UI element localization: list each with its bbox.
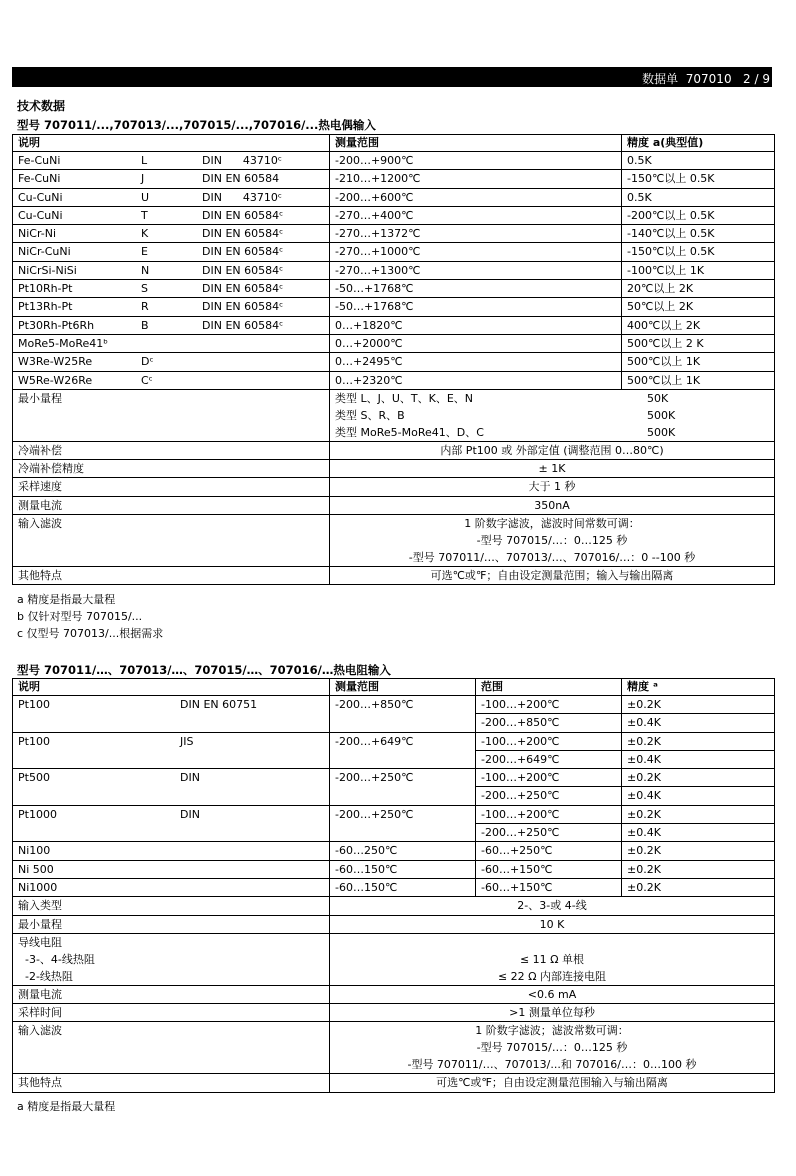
tc-other-value: 可选℃或℉；自由设定测量范围；输入与输出隔离 <box>330 567 775 585</box>
tc-filter-label: 输入滤波 <box>13 515 330 567</box>
tc-row <box>13 170 775 188</box>
tc-desc-cell <box>13 280 330 298</box>
tc-current-row <box>13 496 775 514</box>
tc-type-letter: T <box>141 208 148 222</box>
rtd-subrange-cell: -100…+200℃ <box>476 805 622 823</box>
rtd-acc-cell: ±0.4K <box>622 714 775 732</box>
tc-acc-cell: -140℃以上 0.5K <box>622 225 775 243</box>
tc-acc-cell: 0.5K <box>622 188 775 206</box>
tc-cjc-value: 内部 Pt100 或 外部定值 (调整范围 0…80℃) <box>330 441 775 459</box>
tc-standard: DIN 43710ᶜ <box>202 154 282 167</box>
rtd-acc-cell: ±0.4K <box>622 750 775 768</box>
rtd-acc-cell: ±0.4K <box>622 824 775 842</box>
rtd-filter-line: 1 阶数字滤波；滤波常数可调： <box>475 1024 629 1038</box>
rtd-lead-label-line: -2-线热阻 <box>18 969 73 983</box>
tc-note-line: c 仅型号 707013/...根据需求 <box>17 627 164 640</box>
tc-sensor-name: Pt30Rh-Pt6Rh <box>18 318 95 332</box>
tc-sensor-name: Pt10Rh-Pt <box>18 282 73 296</box>
rtd-sample-time-row <box>13 1004 775 1022</box>
tc-standard: DIN EN 60584ᶜ <box>202 263 284 277</box>
rtd-range-cell: -60…150℃ <box>330 878 476 896</box>
tc-type-letter: K <box>141 227 149 241</box>
tc-sensor-name: Fe-CuNi <box>18 154 61 167</box>
tc-table <box>12 134 775 585</box>
rtd-other-label: 其他特点 <box>13 1074 330 1092</box>
rtd-lead-row <box>13 933 775 985</box>
rtd-input-type-label: 输入类型 <box>13 897 330 915</box>
rtd-sensor-name: Ni1000 <box>13 878 330 896</box>
rtd-filter-line: -型号 707015/…：0…125 秒 <box>476 1041 628 1055</box>
tc-min-span-label: 最小量程 <box>13 389 330 441</box>
tc-min-span-value: 50K <box>647 391 669 405</box>
tc-standard: DIN EN 60584ᶜ <box>202 318 284 332</box>
tc-row <box>13 152 775 170</box>
tc-filter-row <box>13 515 775 567</box>
tc-desc-cell <box>13 371 330 389</box>
tc-row <box>13 280 775 298</box>
tc-type-letter: B <box>141 318 149 332</box>
tc-type-letter: E <box>141 245 148 259</box>
rtd-desc-cell <box>13 732 330 769</box>
rtd-sensor-name: Ni100 <box>13 842 330 860</box>
rtd-lead-label <box>13 933 330 985</box>
rtd-lead-value-line: ≤ 22 Ω 内部连接电阻 <box>497 969 607 983</box>
tc-type-letter: N <box>141 263 150 277</box>
tc-type-letter: Cᶜ <box>141 373 153 387</box>
tc-range-cell: -270…+1300℃ <box>330 261 622 279</box>
tc-desc-cell <box>13 225 330 243</box>
tc-acc-cell: 500℃以上 2 K <box>622 334 775 352</box>
rtd-sample-time-label: 采样时间 <box>13 1004 330 1022</box>
tc-notes <box>17 591 163 642</box>
rtd-subrange-cell: -200…+649℃ <box>476 750 622 768</box>
header-bar <box>12 67 772 87</box>
rtd-table <box>12 678 775 1093</box>
rtd-header-range: 测量范围 <box>330 679 476 696</box>
tc-sensor-name: NiCr-Ni <box>18 227 57 241</box>
tc-row <box>13 206 775 224</box>
rtd-subrange-cell: -60…+150℃ <box>476 878 622 896</box>
rtd-sensor-name: Ni 500 <box>13 860 330 878</box>
tc-standard: DIN EN 60584ᶜ <box>202 282 284 296</box>
tc-row <box>13 188 775 206</box>
rtd-lead-values <box>330 933 775 985</box>
tc-sensor-name: Cu-CuNi <box>18 208 63 222</box>
rtd-row <box>13 860 775 878</box>
tc-row <box>13 316 775 334</box>
tc-current-label: 测量电流 <box>13 496 330 514</box>
tc-sample-rate-value: 大于 1 秒 <box>330 478 775 496</box>
tc-filter-line: -型号 707015/…：0…125 秒 <box>476 534 628 548</box>
tc-standard: DIN EN 60584ᶜ <box>202 227 284 241</box>
tc-sensor-name: Fe-CuNi <box>18 172 61 186</box>
rtd-lead-label-line: 导线电阻 <box>18 935 62 949</box>
rtd-range-cell: -60…250℃ <box>330 842 476 860</box>
rtd-desc-cell <box>13 805 330 842</box>
rtd-acc-cell: ±0.2K <box>622 878 775 896</box>
rtd-lead-value-line: ≤ 11 Ω 单根 <box>519 952 585 966</box>
tc-range-cell: -210…+1200℃ <box>330 170 622 188</box>
tc-range-cell: -270…+1000℃ <box>330 243 622 261</box>
tc-desc-cell <box>13 243 330 261</box>
tc-min-span-types: 类型 L、J、U、T、K、E、N <box>335 391 474 405</box>
rtd-min-span-row <box>13 915 775 933</box>
tc-acc-cell: 50℃以上 2K <box>622 298 775 316</box>
rtd-subrange-cell: -100…+200℃ <box>476 732 622 750</box>
tc-min-span-row <box>13 389 775 441</box>
rtd-current-value: <0.6 mA <box>330 985 775 1003</box>
tc-range-cell: -50…+1768℃ <box>330 298 622 316</box>
tc-standard: DIN 43710ᶜ <box>202 190 282 204</box>
tc-range-cell: 0…+2000℃ <box>330 334 622 352</box>
rtd-row <box>13 878 775 896</box>
tc-desc-cell <box>13 261 330 279</box>
rtd-row <box>13 805 775 823</box>
tc-section-title: 型号 707011/...,707013/...,707015/...,707016/...热电偶输入 <box>17 118 376 132</box>
rtd-filter-values <box>330 1022 775 1074</box>
tc-cjc-label: 冷端补偿 <box>13 441 330 459</box>
tc-standard: DIN EN 60584ᶜ <box>202 208 284 222</box>
tc-sensor-name: NiCr-CuNi <box>18 245 71 259</box>
rtd-sensor-name: Pt100 <box>18 698 50 711</box>
rtd-sensor-name: Pt1000 <box>18 807 57 821</box>
tc-desc-cell <box>13 298 330 316</box>
rtd-standard: DIN <box>180 771 200 785</box>
tc-sample-rate-row <box>13 478 775 496</box>
rtd-subrange-cell: -100…+200℃ <box>476 769 622 787</box>
rtd-filter-row <box>13 1022 775 1074</box>
rtd-other-value: 可选℃或℉；自由设定测量范围输入与输出隔离 <box>330 1074 775 1092</box>
rtd-header-acc: 精度 ᵃ <box>622 679 775 696</box>
tc-range-cell: 0…+1820℃ <box>330 316 622 334</box>
rtd-sample-time-value: >1 测量单位每秒 <box>330 1004 775 1022</box>
rtd-lead-label-line: -3-、4-线热阻 <box>18 952 95 966</box>
tech-data-title: 技术数据 <box>17 99 66 113</box>
tc-row <box>13 243 775 261</box>
rtd-desc-cell <box>13 769 330 806</box>
tc-desc-cell <box>13 188 330 206</box>
tc-sample-rate-label: 采样速度 <box>13 478 330 496</box>
rtd-input-type-value: 2-、3-或 4-线 <box>330 897 775 915</box>
rtd-min-span-label: 最小量程 <box>13 915 330 933</box>
tc-filter-line: 1 阶数字滤波，滤波时间常数可调： <box>464 517 640 531</box>
tc-row <box>13 334 775 352</box>
tc-acc-cell: -100℃以上 1K <box>622 261 775 279</box>
rtd-range-cell: -200…+250℃ <box>330 769 476 806</box>
tc-note-line: b 仅针对型号 707015/... <box>17 610 143 623</box>
rtd-filter-line: -型号 707011/…、707013/...和 707016/…：0…100 秒 <box>407 1058 697 1072</box>
rtd-range-cell: -200…+250℃ <box>330 805 476 842</box>
tc-row <box>13 371 775 389</box>
rtd-row <box>13 842 775 860</box>
tc-header-desc: 说明 <box>13 135 330 152</box>
tc-acc-cell: -150℃以上 0.5K <box>622 243 775 261</box>
rtd-subrange-cell: -200…+250℃ <box>476 787 622 805</box>
tc-range-cell: -200…+900℃ <box>330 152 622 170</box>
tc-cjc-acc-row <box>13 460 775 478</box>
tc-sensor-name: Cu-CuNi <box>18 190 63 204</box>
tc-range-cell: -200…+600℃ <box>330 188 622 206</box>
tc-range-cell: 0…+2495℃ <box>330 353 622 371</box>
rtd-subrange-cell: -60…+250℃ <box>476 842 622 860</box>
tc-row <box>13 298 775 316</box>
tc-type-letter: R <box>141 300 149 314</box>
rtd-acc-cell: ±0.4K <box>622 787 775 805</box>
rtd-other-row <box>13 1074 775 1092</box>
rtd-section-title: 型号 707011/…、707013/…、707015/…、707016/…热电阻输入 <box>17 663 391 677</box>
tc-range-cell: -270…+1372℃ <box>330 225 622 243</box>
rtd-note: a 精度是指最大量程 <box>17 1100 116 1113</box>
rtd-header-subrange: 范围 <box>476 679 622 696</box>
rtd-acc-cell: ±0.2K <box>622 769 775 787</box>
rtd-acc-cell: ±0.2K <box>622 842 775 860</box>
tc-acc-cell: 500℃以上 1K <box>622 353 775 371</box>
tc-desc-cell <box>13 170 330 188</box>
tc-acc-cell: 20℃以上 2K <box>622 280 775 298</box>
tc-standard: DIN EN 60584ᶜ <box>202 245 284 259</box>
header-doc-info: 数据单 707010 2 / 9 <box>642 72 770 86</box>
rtd-acc-cell: ±0.2K <box>622 696 775 714</box>
rtd-desc-cell <box>13 696 330 733</box>
tc-sensor-name: MoRe5-MoRe41ᵇ <box>18 336 108 350</box>
tc-type-letter: L <box>141 154 148 167</box>
tc-sensor-name: W3Re-W25Re <box>18 355 93 369</box>
rtd-header-desc: 说明 <box>13 679 330 696</box>
tc-min-span-value: 500K <box>647 408 676 422</box>
tc-filter-values <box>330 515 775 567</box>
tc-desc-cell <box>13 152 330 170</box>
tc-row <box>13 225 775 243</box>
rtd-subrange-cell: -200…+850℃ <box>476 714 622 732</box>
tc-min-span-values <box>330 389 775 441</box>
tc-type-letter: S <box>141 282 148 296</box>
rtd-current-row <box>13 985 775 1003</box>
tc-current-value: 350nA <box>330 496 775 514</box>
tc-filter-line: -型号 707011/…、707013/…、707016/…：0 --100 秒 <box>408 551 696 565</box>
tc-min-span-types: 类型 S、R、B <box>335 408 405 422</box>
rtd-subrange-cell: -60…+150℃ <box>476 860 622 878</box>
tc-desc-cell <box>13 206 330 224</box>
tc-acc-cell: 500℃以上 1K <box>622 371 775 389</box>
tc-other-label: 其他特点 <box>13 567 330 585</box>
tc-acc-cell: 400℃以上 2K <box>622 316 775 334</box>
tc-range-cell: 0…+2320℃ <box>330 371 622 389</box>
tc-desc-cell <box>13 334 330 352</box>
tc-desc-cell <box>13 353 330 371</box>
rtd-acc-cell: ±0.2K <box>622 860 775 878</box>
rtd-row <box>13 696 775 714</box>
rtd-standard: JIS <box>180 734 194 748</box>
tc-header-range: 测量范围 <box>330 135 622 152</box>
tc-type-letter: J <box>141 172 145 186</box>
rtd-range-cell: -60…150℃ <box>330 860 476 878</box>
tc-acc-cell: -150℃以上 0.5K <box>622 170 775 188</box>
tc-range-cell: -270…+400℃ <box>330 206 622 224</box>
tc-standard: DIN EN 60584ᶜ <box>202 300 284 314</box>
tc-cjc-row <box>13 441 775 459</box>
tc-sensor-name: Pt13Rh-Pt <box>18 300 73 314</box>
tc-desc-cell <box>13 316 330 334</box>
tc-other-row <box>13 567 775 585</box>
rtd-range-cell: -200…+850℃ <box>330 696 476 733</box>
tc-range-cell: -50…+1768℃ <box>330 280 622 298</box>
tc-standard: DIN EN 60584 <box>202 172 280 186</box>
rtd-min-span-value: 10 K <box>330 915 775 933</box>
rtd-subrange-cell: -200…+250℃ <box>476 824 622 842</box>
tc-row <box>13 261 775 279</box>
rtd-sensor-name: Pt500 <box>18 771 50 785</box>
tc-type-letter: U <box>141 190 150 204</box>
rtd-range-cell: -200…+649℃ <box>330 732 476 769</box>
tc-min-span-value: 500K <box>647 425 676 439</box>
rtd-filter-label: 输入滤波 <box>13 1022 330 1074</box>
rtd-sensor-name: Pt100 <box>18 734 50 748</box>
tc-min-span-types: 类型 MoRe5-MoRe41、D、C <box>335 425 484 439</box>
tc-type-letter: Dᶜ <box>141 355 154 369</box>
tc-cjc-acc-value: ± 1K <box>330 460 775 478</box>
rtd-row <box>13 732 775 750</box>
rtd-subrange-cell: -100…+200℃ <box>476 696 622 714</box>
tc-acc-cell: -200℃以上 0.5K <box>622 206 775 224</box>
rtd-acc-cell: ±0.2K <box>622 732 775 750</box>
tc-header-acc: 精度 a(典型值) <box>622 135 775 152</box>
rtd-standard: DIN <box>180 807 200 821</box>
rtd-current-label: 测量电流 <box>13 985 330 1003</box>
tc-sensor-name: NiCrSi-NiSi <box>18 263 77 277</box>
tc-sensor-name: W5Re-W26Re <box>18 373 93 387</box>
rtd-acc-cell: ±0.2K <box>622 805 775 823</box>
rtd-row <box>13 769 775 787</box>
tc-row <box>13 353 775 371</box>
tc-note-line: a 精度是指最大量程 <box>17 593 116 606</box>
rtd-standard: DIN EN 60751 <box>180 698 258 711</box>
rtd-input-type-row <box>13 897 775 915</box>
tc-cjc-acc-label: 冷端补偿精度 <box>13 460 330 478</box>
tc-acc-cell: 0.5K <box>622 152 775 170</box>
